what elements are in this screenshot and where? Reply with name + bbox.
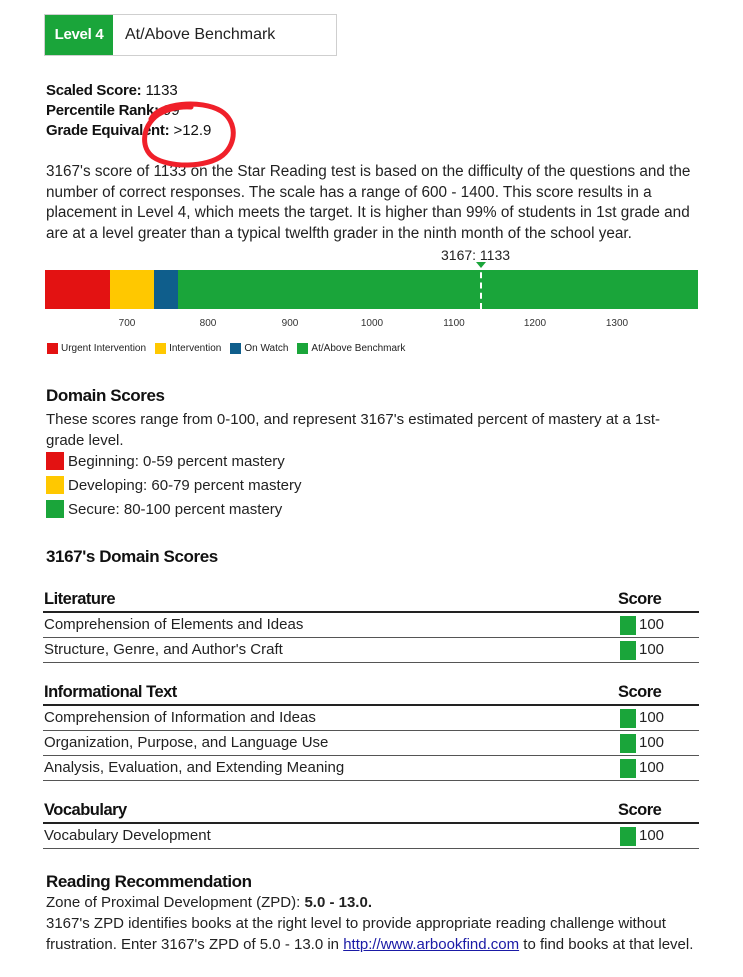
row-score: 100: [639, 734, 665, 751]
table-score-header: Score: [618, 801, 662, 819]
level-label: At/Above Benchmark: [125, 26, 276, 43]
zpd-text: 3167's ZPD identifies books at the right level to provide appropriate reading challenge without frustration. Enter 3167's ZPD of 5.0 - 13.0 in: [46, 915, 666, 953]
mastery-key-swatch: [46, 452, 64, 470]
secure-swatch: [620, 641, 636, 660]
legend-label: On Watch: [244, 343, 289, 354]
legend-item: [297, 343, 405, 354]
mastery-key-swatch: [46, 500, 64, 518]
secure-swatch: [620, 616, 636, 635]
table-category: Informational Text: [44, 683, 177, 701]
scale-bar: [45, 270, 698, 309]
legend-label: Urgent Intervention: [61, 343, 147, 354]
table-row: [43, 756, 699, 781]
table-row: [43, 731, 699, 756]
table-row: [43, 824, 699, 849]
secure-swatch: [620, 827, 636, 846]
table-row: [43, 613, 699, 638]
table-header: [43, 800, 699, 824]
row-domain-name: Vocabulary Development: [44, 827, 211, 844]
legend-item: [47, 343, 146, 354]
row-score: 100: [639, 616, 665, 633]
student-domain-scores-title: 3167's Domain Scores: [46, 547, 218, 566]
red-annotation-circle: [139, 97, 236, 169]
zpd-description: [46, 914, 696, 955]
legend-swatch: [47, 343, 58, 354]
legend-item: [155, 343, 221, 354]
zpd-line: [46, 894, 372, 911]
scale-segment-intervention: [110, 270, 154, 309]
scaled-score-value: 1133: [145, 82, 178, 99]
scale-segment-on-watch: [154, 270, 178, 309]
zpd-label: Zone of Proximal Development (ZPD):: [46, 894, 301, 911]
scale-tick-label: 800: [199, 318, 217, 329]
mastery-key-item: [46, 500, 282, 518]
legend-swatch: [297, 343, 308, 354]
table-score-header: Score: [618, 683, 662, 701]
scale-tick-label: 700: [118, 318, 136, 329]
domain-table-vocabulary: [43, 800, 699, 849]
scale-segment-at-above-benchmark: [178, 270, 698, 309]
legend-label: Intervention: [169, 343, 222, 354]
level-badge: [44, 14, 337, 56]
scale-segment-urgent-intervention: [45, 270, 110, 309]
legend-swatch: [230, 343, 241, 354]
row-domain-name: Analysis, Evaluation, and Extending Meaning: [44, 759, 345, 776]
mastery-key-item: [46, 452, 285, 470]
score-summary: 3167's score of 1133 on the Star Reading test is based on the difficulty of the questions and the number of correct responses. The scale has a range of 600 - 1400. This score results in a placement in Level 4, which meets the target. It is higher than 99% of students in 1st grade and are at a level greater than a typical twelfth grader in the ninth month of the school year.: [46, 163, 691, 242]
row-domain-name: Comprehension of Information and Ideas: [44, 709, 316, 726]
grade-equivalent-value: >12.9: [173, 122, 212, 139]
row-domain-name: Organization, Purpose, and Language Use: [44, 734, 329, 751]
mastery-key-label: Secure: 80-100 percent mastery: [68, 500, 283, 518]
mastery-key-swatch: [46, 476, 64, 494]
row-score: 100: [639, 709, 665, 726]
row-score: 100: [639, 641, 665, 658]
table-category: Literature: [44, 590, 116, 608]
table-score-header: Score: [618, 590, 662, 608]
secure-swatch: [620, 759, 636, 778]
row-score: 100: [639, 759, 665, 776]
row-domain-name: Comprehension of Elements and Ideas: [44, 616, 304, 633]
zpd-text-end: to find books at that level.: [519, 935, 694, 953]
table-header: [43, 682, 699, 706]
zpd-value: 5.0 - 13.0.: [304, 894, 372, 911]
legend-item: [230, 343, 288, 354]
level-tag: Level 4: [45, 15, 113, 55]
table-category: Vocabulary: [44, 801, 127, 819]
scale-tick-label: 900: [281, 318, 299, 329]
grade-equivalent-label: Grade Equivalent:: [46, 122, 170, 139]
secure-swatch: [620, 734, 636, 753]
scale-legend: [47, 343, 414, 354]
legend-label: At/Above Benchmark: [311, 343, 406, 354]
row-domain-name: Structure, Genre, and Author's Craft: [44, 641, 283, 658]
reading-recommendation-title: Reading Recommendation: [46, 872, 252, 891]
domain-table-literature: [43, 589, 699, 663]
mastery-key-item: [46, 476, 301, 494]
mastery-key-label: Beginning: 0-59 percent mastery: [68, 452, 285, 470]
table-header: [43, 589, 699, 613]
domain-scores-title: Domain Scores: [46, 386, 165, 405]
scale-tick-label: 1100: [443, 318, 465, 329]
scale-tick-label: 1000: [360, 318, 384, 329]
score-marker-arrow: [476, 262, 486, 268]
score-marker-label: 3167: 1133: [441, 247, 511, 263]
table-row: [43, 706, 699, 731]
scale-tick-label: 1300: [605, 318, 629, 329]
row-score: 100: [639, 827, 665, 844]
domain-table-informational-text: [43, 682, 699, 781]
score-marker-line: [480, 262, 482, 309]
percentile-rank-label: Percentile Rank:: [46, 102, 159, 119]
secure-swatch: [620, 709, 636, 728]
legend-swatch: [155, 343, 166, 354]
scaled-score-label: Scaled Score:: [46, 82, 142, 99]
arbookfind-link[interactable]: http://www.arbookfind.com: [343, 935, 520, 953]
domain-scores-description: These scores range from 0-100, and represent 3167's estimated percent of mastery at a 1st-grade level.: [46, 411, 661, 449]
table-row: [43, 638, 699, 663]
scale-tick-label: 1200: [523, 318, 547, 329]
mastery-key-label: Developing: 60-79 percent mastery: [68, 476, 302, 494]
percentile-rank-value: 99: [162, 102, 180, 119]
